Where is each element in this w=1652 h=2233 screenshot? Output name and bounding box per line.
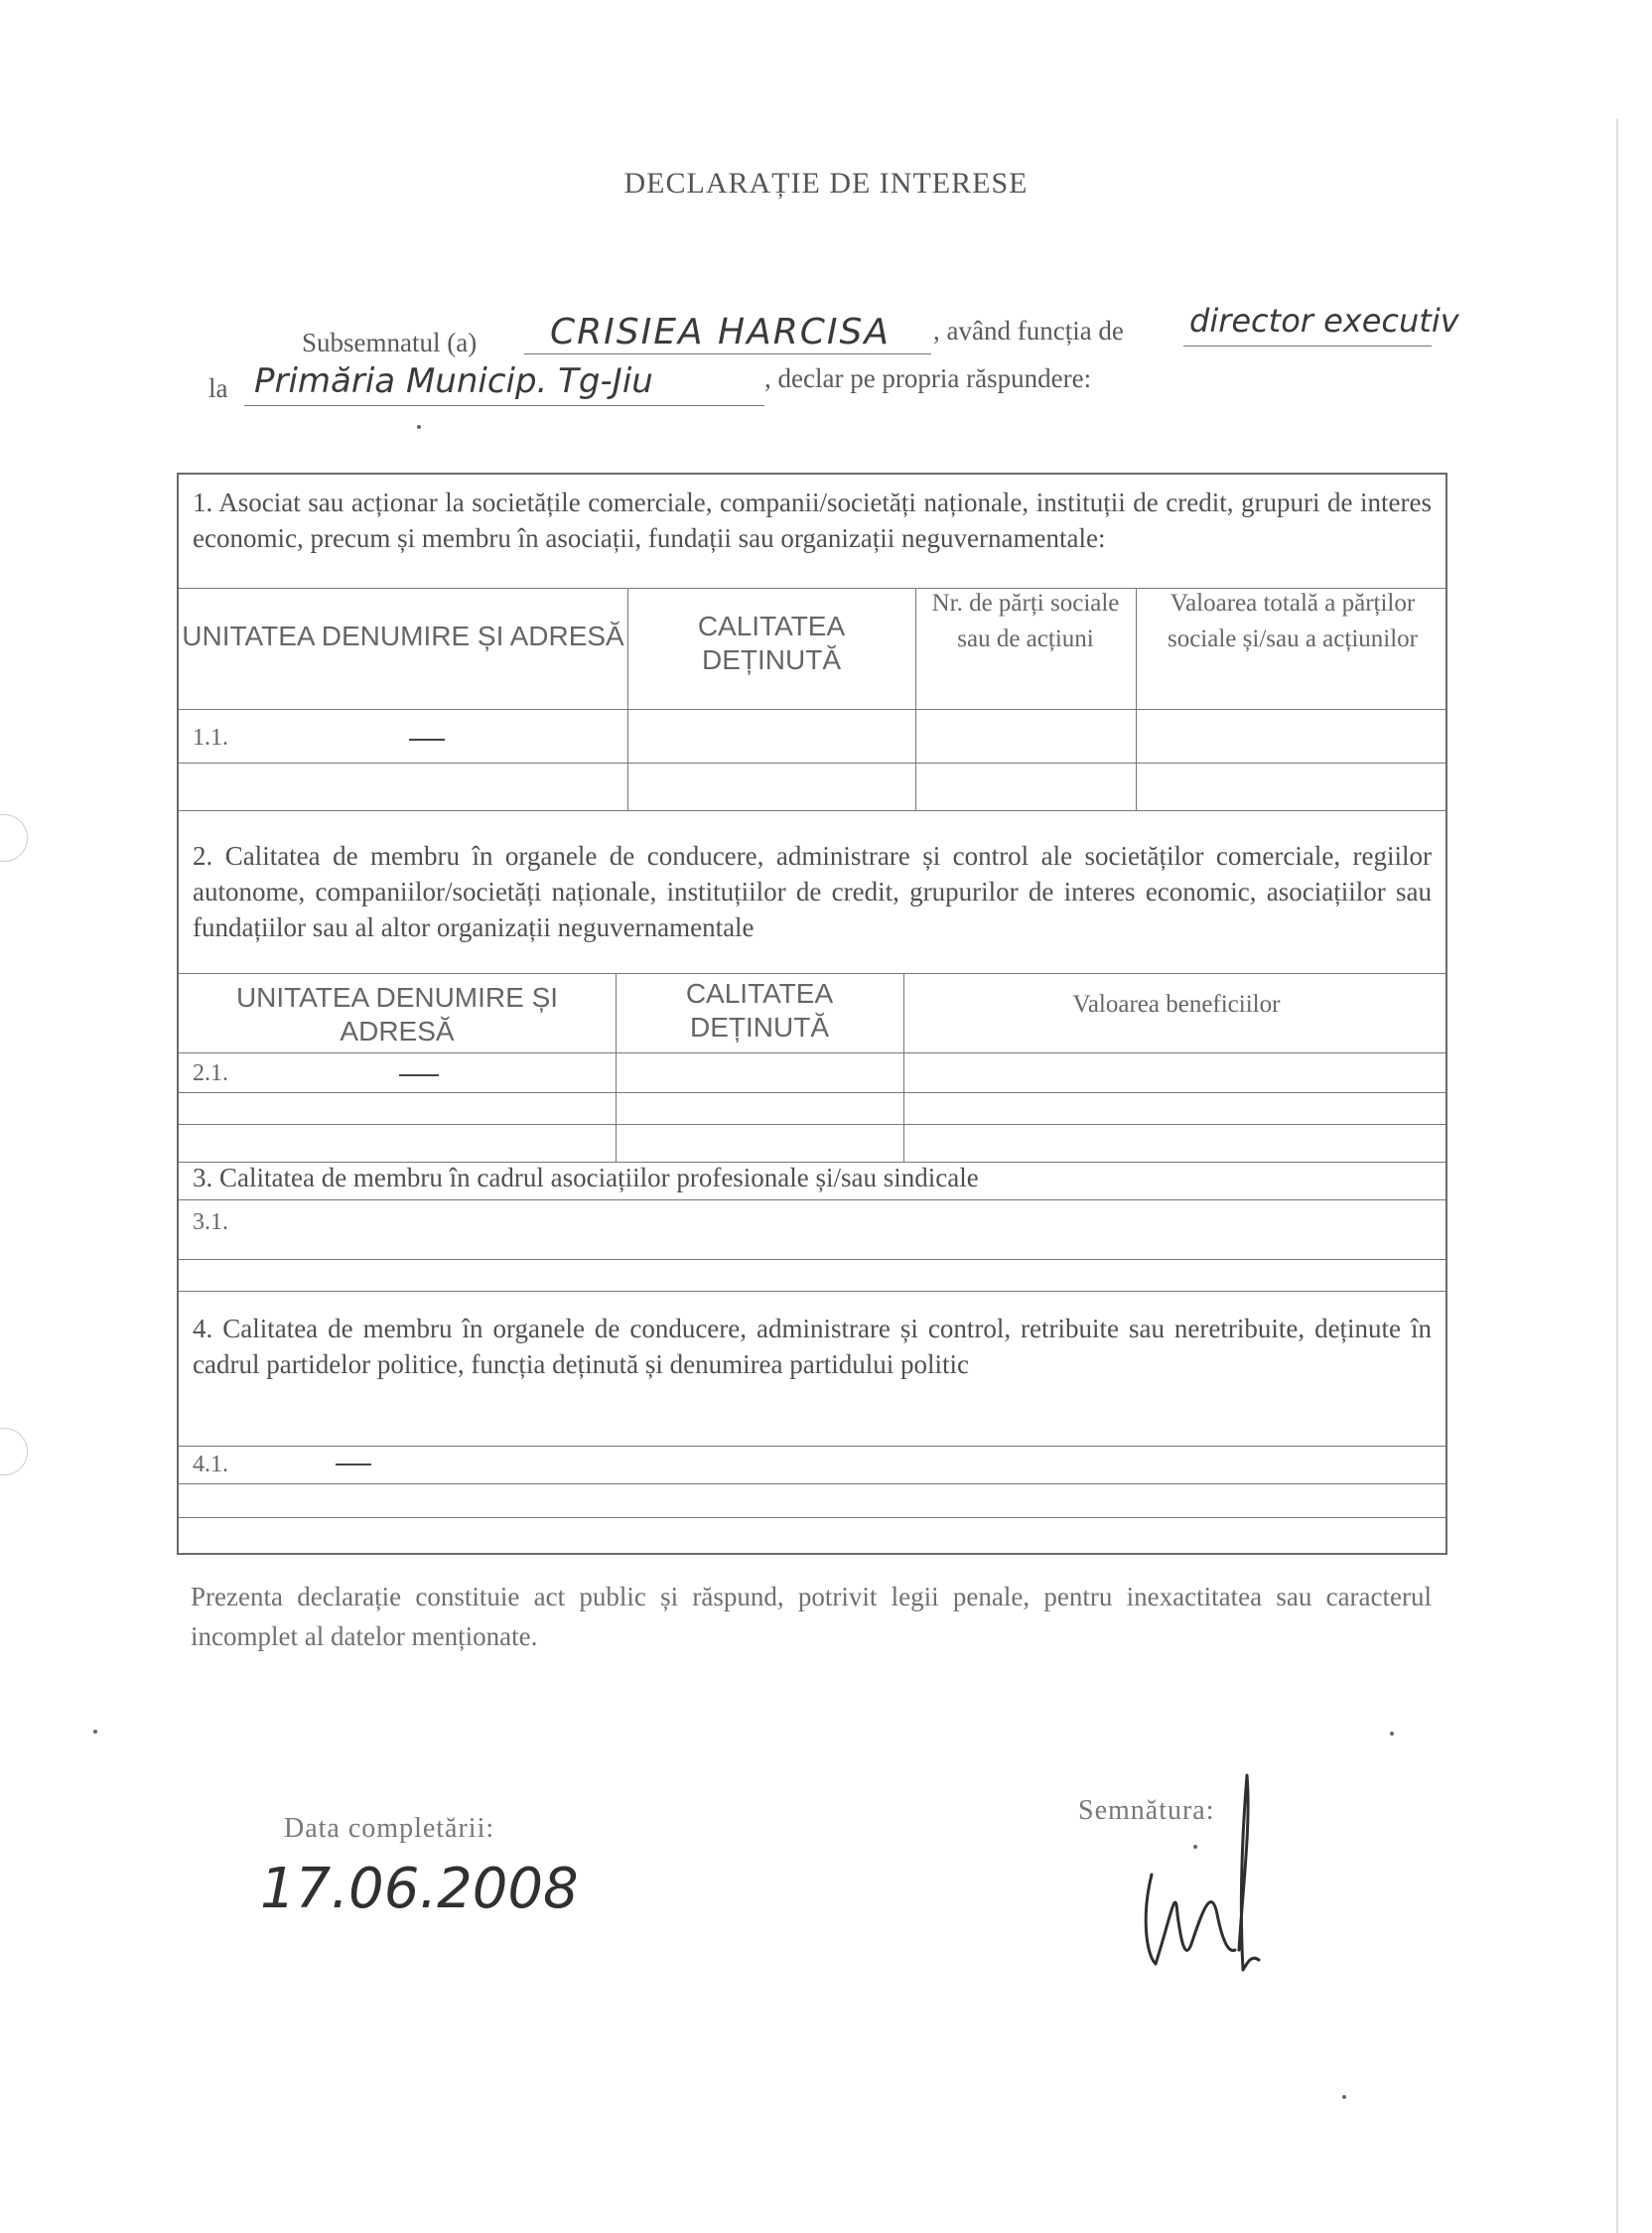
declaration-table xyxy=(177,473,1447,1555)
date-label: Data completării: xyxy=(284,1813,495,1844)
s1-col-nr-parti: Nr. de părți sociale sau de acțiuni xyxy=(931,590,1120,652)
workplace-field xyxy=(244,359,764,406)
handwritten-signature xyxy=(1132,1765,1271,1994)
row-4-1: 4.1. xyxy=(193,1452,228,1477)
section-2-title: 2. Calitatea de membru în organele de conducere, administrare și control ale societăților comerciale, regiilor autonome, companiilor/societăți naționale, instituțiilor de credit, grupurilor de interes economic, asociațiilor sau fundațiilor sau al altor organizații neguvernamentale xyxy=(193,841,1432,942)
empty-dash xyxy=(336,1464,371,1465)
empty-dash xyxy=(399,1074,439,1076)
name-field xyxy=(524,310,931,354)
section-1-title: 1. Asociat sau acționar la societățile comerciale, companii/societăți naționale, instituții de credit, grupuri de interes economic, precum și membru în asociații, fundații sau organizații neguvernamentale: xyxy=(193,488,1432,553)
section-4-title: 4. Calitatea de membru în organele de conducere, administrare și control, retribuite sau neretribuite, deținute în cadrul partidelor politice, funcția deținută și denumirea partidului politic xyxy=(193,1314,1432,1379)
s1-col-valoarea-totala: Valoarea totală a părților sociale și/sau a acțiunilor xyxy=(1167,590,1418,652)
la-label: la xyxy=(208,373,228,403)
empty-dash xyxy=(409,739,445,741)
function-field xyxy=(1183,298,1459,347)
punch-hole xyxy=(0,814,28,862)
functia-label: , având funcția de xyxy=(933,316,1124,346)
row-3-1: 3.1. xyxy=(193,1209,228,1235)
row-2-1: 2.1. xyxy=(193,1060,228,1086)
row-1-1: 1.1. xyxy=(193,725,228,751)
name-handwritten: CRISIEA HARCISA xyxy=(550,312,891,352)
function-handwritten: director executiv xyxy=(1189,302,1459,340)
s1-col-unitatea: UNITATEA DENUMIRE ȘI ADRESĂ xyxy=(182,621,624,651)
date-handwritten: 17.06.2008 xyxy=(260,1857,579,1921)
section-3-title: 3. Calitatea de membru în cadrul asociațiilor profesionale și/sau sindicale xyxy=(193,1163,979,1192)
legal-statement: Prezenta declarație constituie act public și răspund, potrivit legii penale, pentru inexactitatea sau caracterul incomplet al datelor menționate. xyxy=(191,1582,1432,1651)
workplace-handwritten: Primăria Municip. Tg-Jiu xyxy=(254,361,653,401)
punch-hole xyxy=(0,1428,28,1475)
subsemnatul-label: Subsemnatul (a) xyxy=(302,328,478,357)
declar-label: , declar pe propria răspundere: xyxy=(764,363,1092,393)
signature-label: Semnătura: xyxy=(1078,1795,1215,1826)
page-edge xyxy=(1616,119,1618,2233)
s2-col-calitatea: CALITATEA DEȚINUTĂ xyxy=(685,978,834,1043)
s1-col-calitatea: CALITATEA DEȚINUTĂ xyxy=(697,611,846,675)
s2-col-valoarea-beneficiilor: Valoarea beneficiilor xyxy=(1072,991,1281,1018)
s2-col-unitatea: UNITATEA DENUMIRE ȘI ADRESĂ xyxy=(235,982,559,1047)
document-title: DECLARAȚIE DE INTERESE xyxy=(623,167,1029,200)
